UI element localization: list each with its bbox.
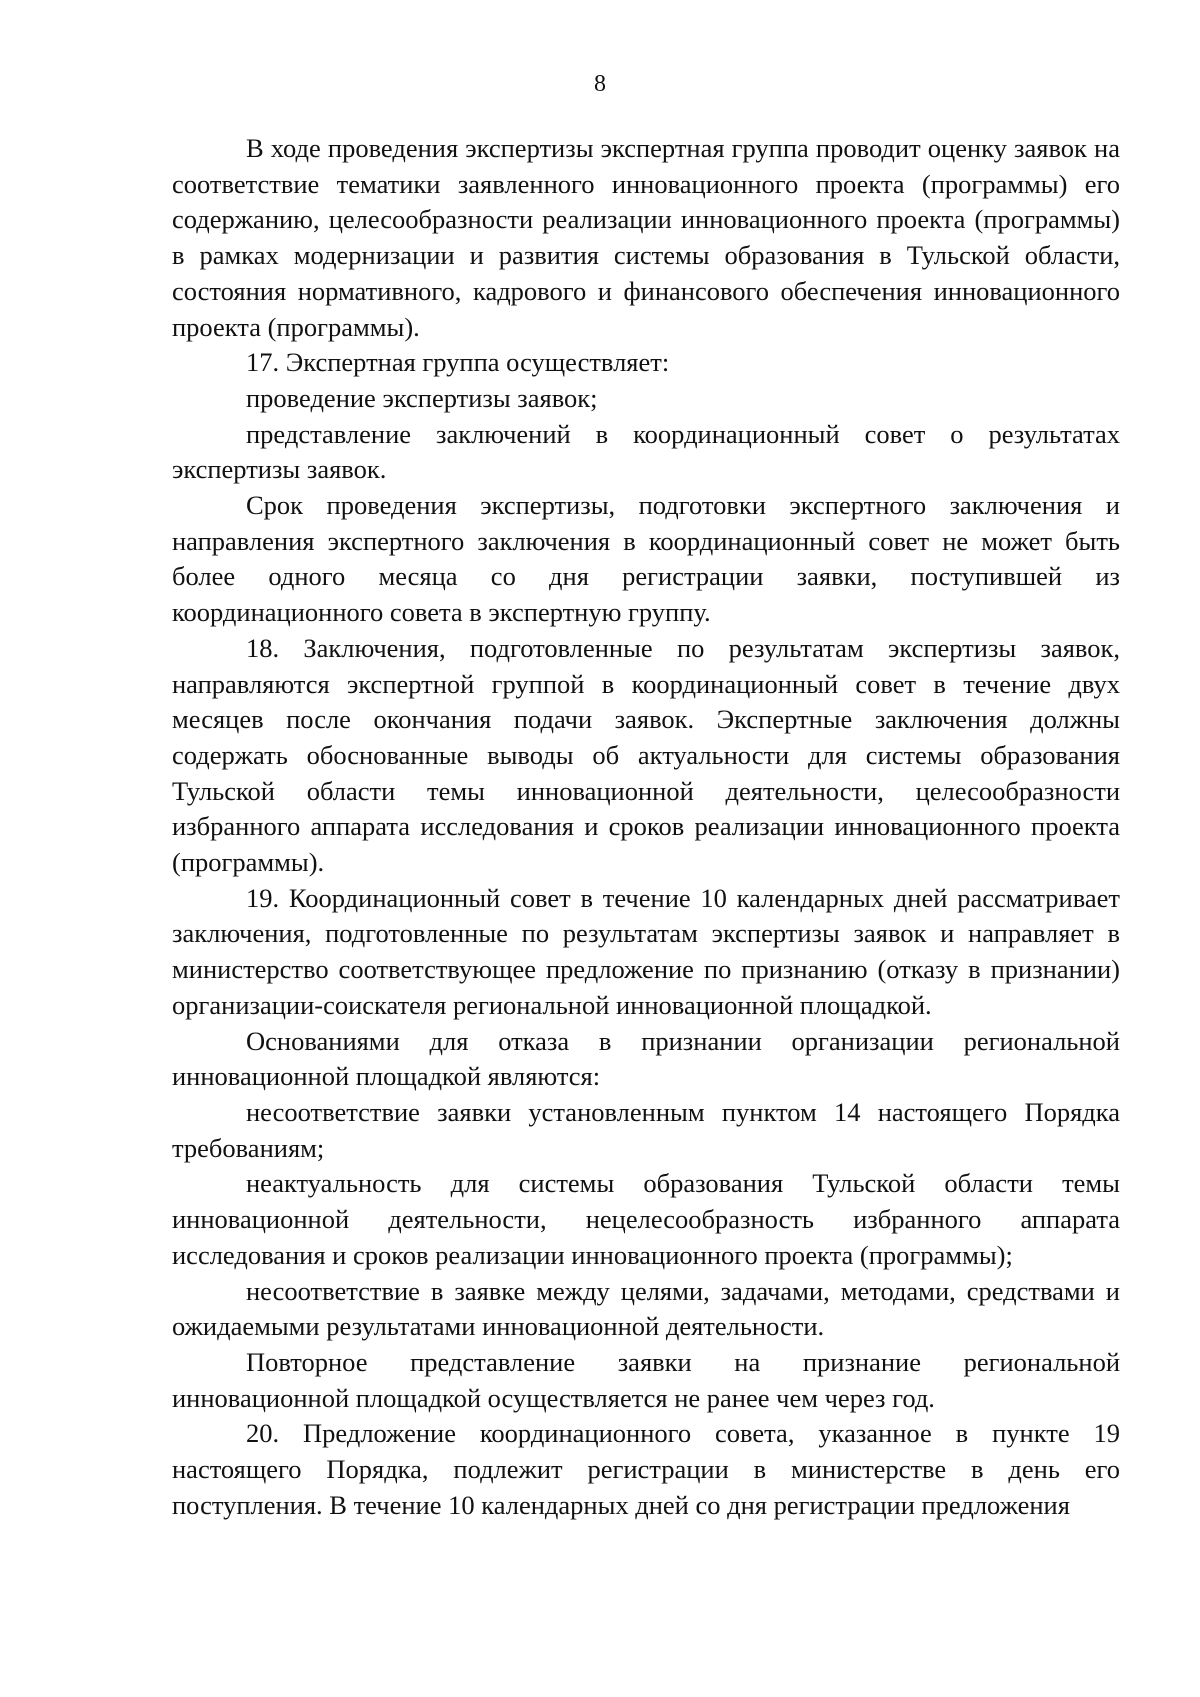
document-body [172,131,1120,1523]
paragraph-refusal-grounds: Основаниями для отказа в признании организации региональной инновационной площадкой являются: [172,1025,1120,1092]
paragraph-item-17: 17. Экспертная группа осуществляет: [246,347,670,378]
paragraph-ground-mismatch: несоответствие в заявке между целями, задачами, методами, средствами и ожидаемыми результатами инновационной деятельности. [172,1275,1120,1342]
paragraph-resubmission: Повторное представление заявки на признание региональной инновационной площадкой осуществляется не ранее чем через год. [172,1346,1120,1413]
paragraph-conducting-expertise: проведение экспертизы заявок; [246,382,598,413]
paragraph-submitting-conclusions: представление заключений в координационный совет о результатах экспертизы заявок. [172,418,1120,485]
paragraph-expertise-deadline: Срок проведения экспертизы, подготовки экспертного заключения и направления экспертного заключения в координационный совет не может быть более одного месяца со дня регистрации заявки, поступившей из координационного совета в экспертную группу. [172,490,1120,628]
paragraph-ground-nonconformity: несоответствие заявки установленным пунктом 14 настоящего Порядка требованиям; [172,1096,1120,1163]
paragraph-item-20: 20. Предложение координационного совета, указанное в пункте 19 настоящего Порядка, подлежит регистрации в министерстве в день его поступления. В течение 10 календарных дней со дня регистрации предложения [172,1418,1120,1520]
paragraph-expertise-evaluation: В ходе проведения экспертизы экспертная группа проводит оценку заявок на соответствие тематики заявленного инновационного проекта (программы) его содержанию, целесообразности реализации инновационного проекта (программы) в рамках модернизации и развития системы образования в Тульской области, состояния нормативного, кадрового и финансового обеспечения инновационного проекта (программы). [172,133,1120,342]
paragraph-item-19: 19. Координационный совет в течение 10 календарных дней рассматривает заключения, подготовленные по результатам экспертизы заявок и направляет в министерство соответствующее предложение по признанию (отказу в признании) организации-соискателя региональной инновационной площадкой. [172,882,1120,1020]
page-number: 8 [594,71,606,97]
paragraph-ground-irrelevance: неактуальность для системы образования Тульской области темы инновационной деятельности, нецелесообразность избранного аппарата исследования и сроков реализации инновационного проекта (программы); [172,1168,1120,1270]
paragraph-item-18: 18. Заключения, подготовленные по результатам экспертизы заявок, направляются экспертной группой в координационный совет в течение двух месяцев после окончания подачи заявок. Экспертные заключения должны содержать обоснованные выводы об актуальности для системы образования Тульской области темы инновационной деятельности, целесообразности избранного аппарата исследования и сроков реализации инновационного проекта (программы). [172,632,1120,878]
